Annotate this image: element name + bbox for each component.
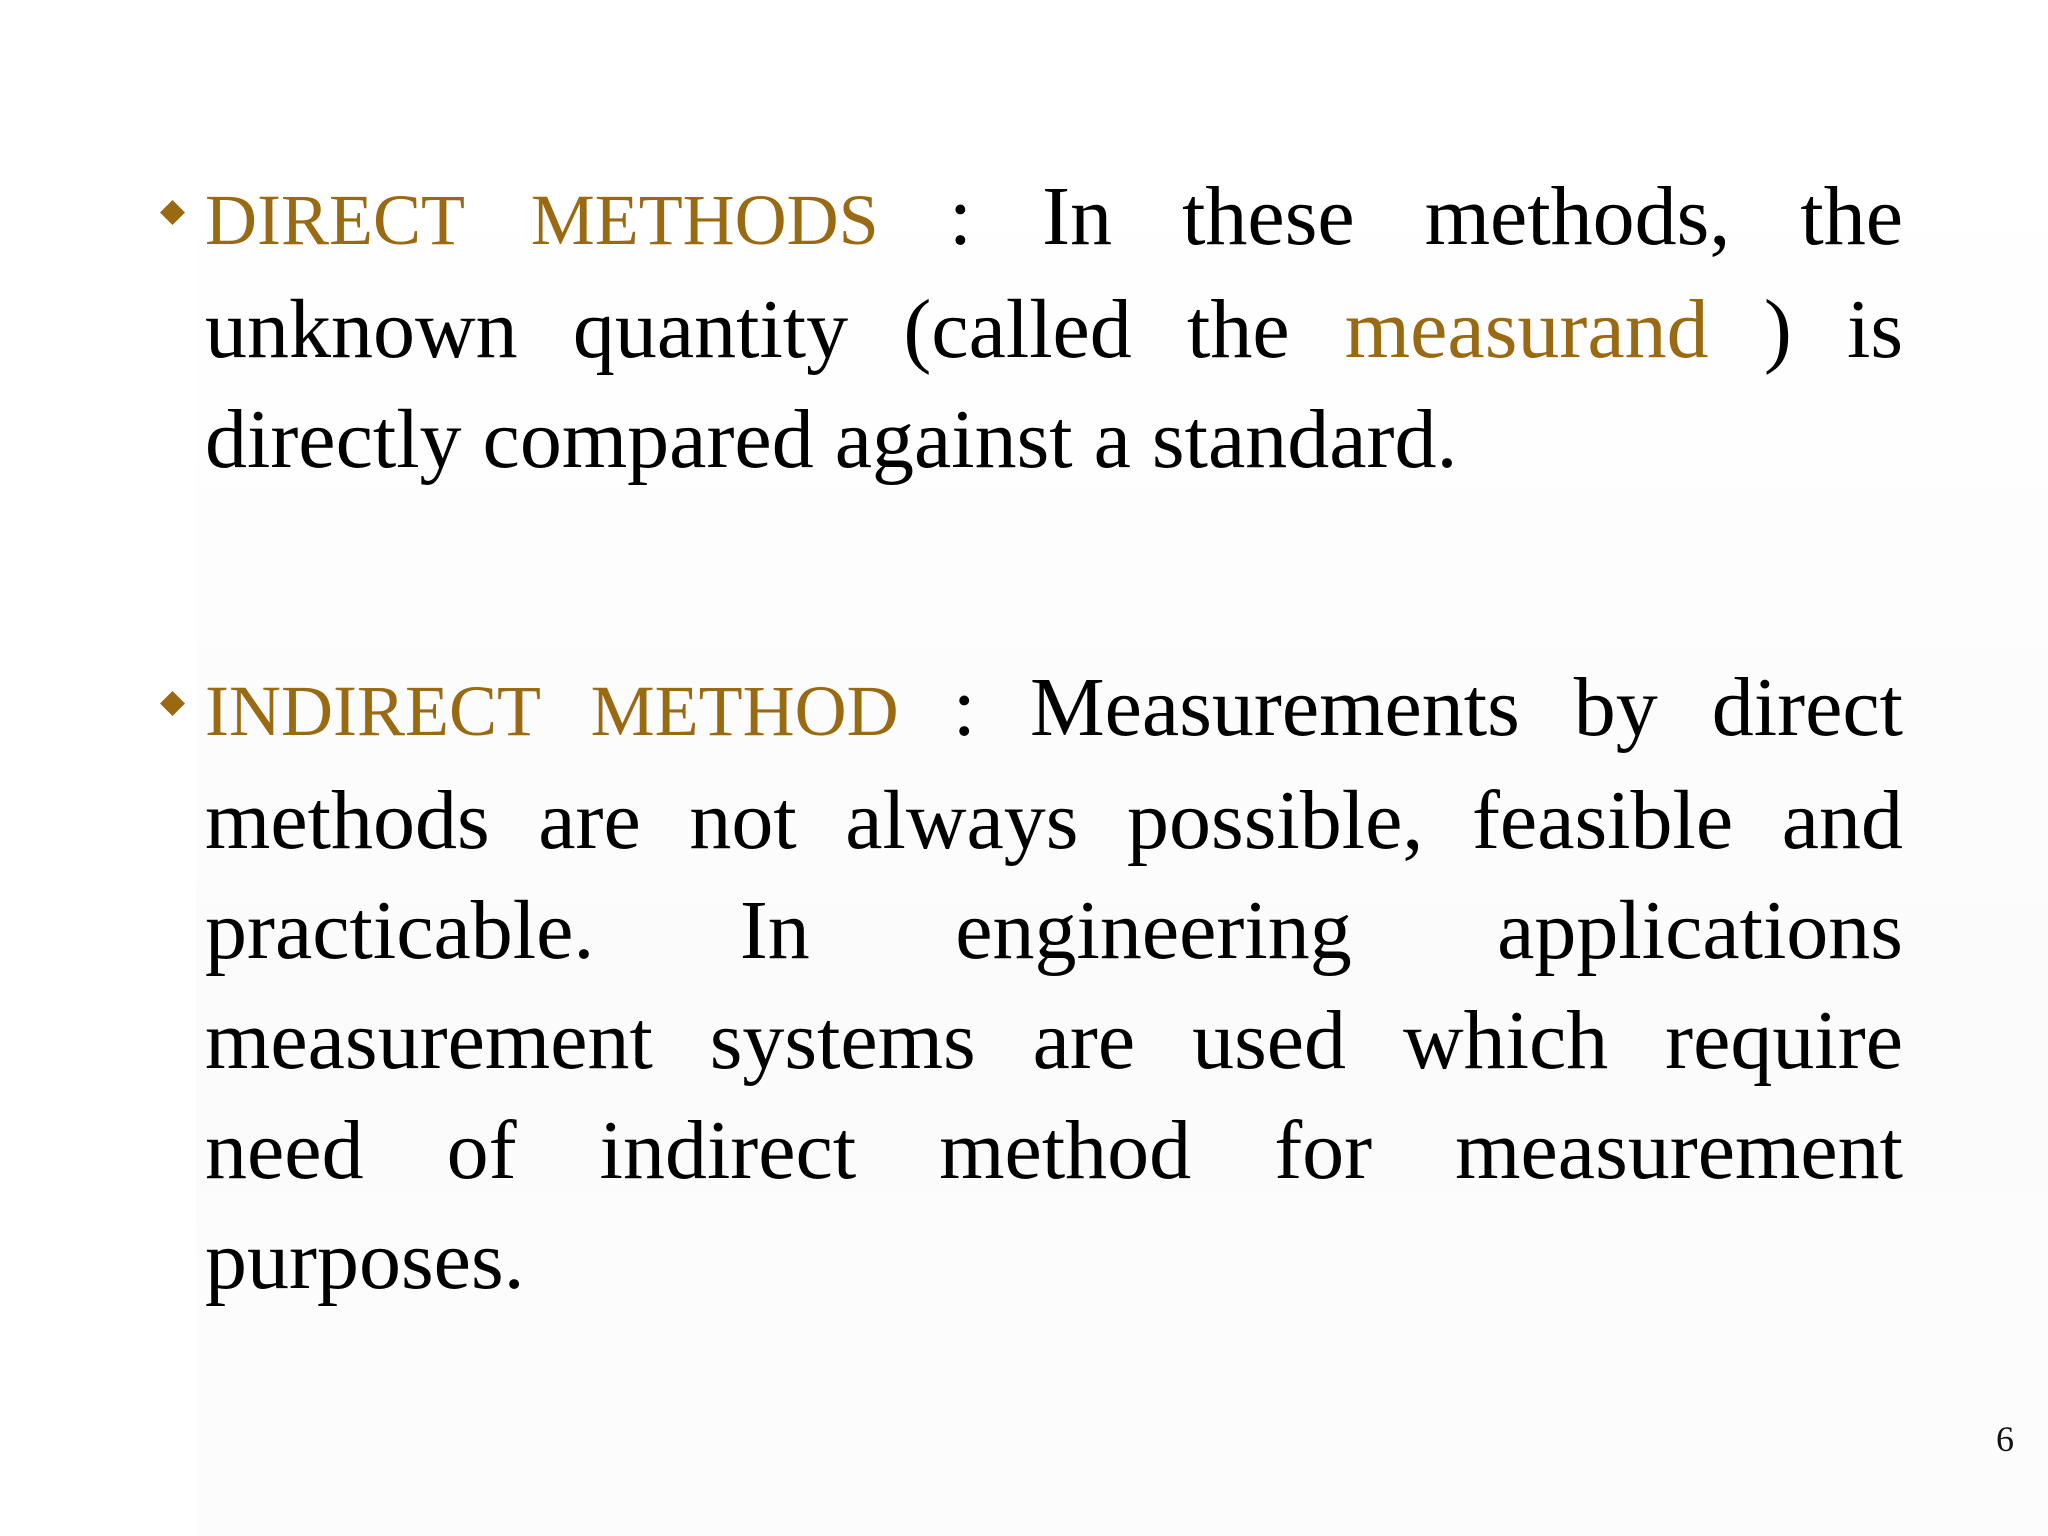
bullet-body-end: ) is directly compared against a standard.: [205, 283, 1904, 486]
bullet-term: INDIRECT METHOD: [205, 671, 899, 751]
bullet-term: DIRECT METHODS: [205, 180, 879, 260]
highlight-term: measurand: [1344, 283, 1709, 376]
bullet-body: In these methods, the unknown quantity (called the: [205, 170, 1903, 376]
diamond-bullet-icon: [160, 200, 185, 225]
bullet-body: Measurements by direct methods are not always possible, feasible and practicable. In engineering applications measurement systems are used which require need of indirect method for measurement purposes.: [205, 661, 1903, 1307]
diamond-bullet-icon: [160, 691, 185, 716]
bullet-indirect-method: [160, 653, 1903, 1316]
bullet-separator: :: [878, 170, 1043, 263]
bullet-separator: :: [898, 661, 1030, 754]
page-number: 6: [1996, 1419, 2014, 1459]
bullet-direct-methods: [160, 162, 1903, 495]
bullet-text: [205, 162, 1903, 495]
bullet-text: [205, 653, 1903, 1316]
